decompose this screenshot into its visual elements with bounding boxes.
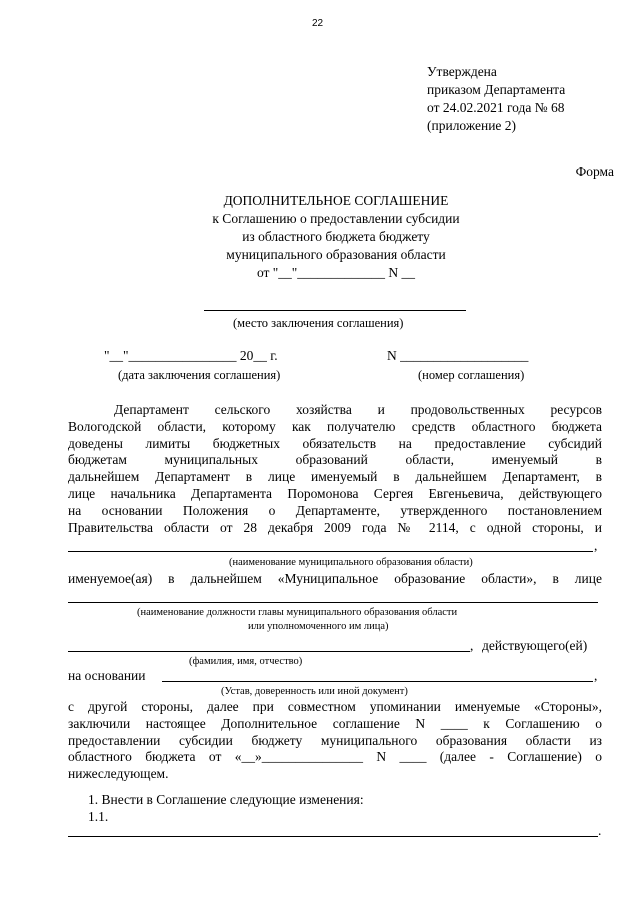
date-field: "__"________________ 20__ г.: [104, 348, 278, 363]
text-line: с другой стороны, далее при совместном упоминании именуемые «Стороны»,: [68, 699, 602, 714]
basis-text: на основании: [68, 668, 146, 683]
basis-blank-line: [162, 681, 593, 682]
conclusion-paragraph: [68, 699, 602, 783]
item-1: 1. Внести в Соглашение следующие изменения:: [88, 792, 364, 807]
approval-line: Утверждена: [427, 64, 497, 79]
number-field: N ___________________: [387, 348, 529, 363]
place-blank-line: [204, 310, 466, 311]
municipality-blank-line: [68, 551, 593, 552]
approval-line: от 24.02.2021 года № 68: [427, 100, 565, 115]
text-line: дальнейшем Департамент в лице именуемый в дальнейшем Департамент, в: [68, 469, 602, 485]
text-line: областного бюджета от «__»_______________ N ____ (далее - Соглашение) о: [68, 749, 602, 765]
text-line: нижеследующем.: [68, 766, 169, 782]
item-blank-line: [68, 836, 598, 837]
text-line: доведены лимиты бюджетных обязательств на предоставление субсидий: [68, 435, 602, 451]
text-line: Департамент сельского хозяйства и продовольственных ресурсов: [114, 402, 602, 417]
text-line: заключили настоящее Дополнительное соглашение N ____ к Соглашению о: [68, 715, 602, 731]
title-line: муниципального образования области: [226, 247, 446, 262]
comma: ,: [594, 538, 598, 553]
approval-line: приказом Департамента: [427, 82, 566, 97]
approval-block: [427, 63, 565, 135]
head-caption-1: (наименование должности главы муниципального образования области: [137, 607, 458, 618]
form-label: Форма: [575, 164, 614, 179]
title-line: из областного бюджета бюджету: [242, 229, 430, 244]
text-line: бюджетам муниципальных образований области, именуемый в: [68, 452, 602, 468]
comma: ,: [470, 638, 474, 653]
preamble-paragraph: [68, 402, 602, 536]
text-line: именуемое(ая) в дальнейшем «Муниципальное образование области», в лице: [68, 571, 602, 586]
title-line: от "__"_____________ N __: [256, 265, 416, 280]
item-1-1: 1.1.: [88, 809, 109, 824]
text-line: предоставлении субсидии бюджету муниципального образования области из: [68, 732, 602, 748]
place-caption: (место заключения соглашения): [233, 316, 404, 330]
number-caption: (номер соглашения): [418, 368, 525, 382]
fio-blank-line: [68, 651, 470, 652]
fio-caption: (фамилия, имя, отчество): [189, 656, 303, 667]
period: .: [598, 823, 602, 838]
head-blank-line: [68, 602, 598, 603]
page-number: 22: [312, 18, 324, 29]
text-line: Вологодской области, которому как получателю средств областного бюджета: [68, 418, 602, 434]
text-line: Правительства области от 28 декабря 2009 года № 2114, с одной стороны, и: [68, 519, 602, 535]
document-title: [0, 192, 640, 282]
named-line-block: [68, 571, 602, 588]
acting-text: действующего(ей): [482, 638, 588, 653]
comma: ,: [594, 668, 598, 683]
title-line: ДОПОЛНИТЕЛЬНОЕ СОГЛАШЕНИЕ: [223, 193, 449, 208]
basis-caption: (Устав, доверенность или иной документ): [221, 686, 408, 697]
head-caption-2: или уполномоченного им лица): [248, 621, 389, 632]
approval-line: (приложение 2): [427, 118, 517, 133]
text-line: лице начальника Департамента Поромонова Сергея Евгеньевича, действующего: [68, 485, 602, 501]
title-line: к Соглашению о предоставлении субсидии: [212, 211, 460, 226]
text-line: на основании Положения о Департаменте, утвержденного постановлением: [68, 502, 602, 518]
municipality-caption: (наименование муниципального образования области): [229, 557, 473, 568]
date-caption: (дата заключения соглашения): [118, 368, 281, 382]
